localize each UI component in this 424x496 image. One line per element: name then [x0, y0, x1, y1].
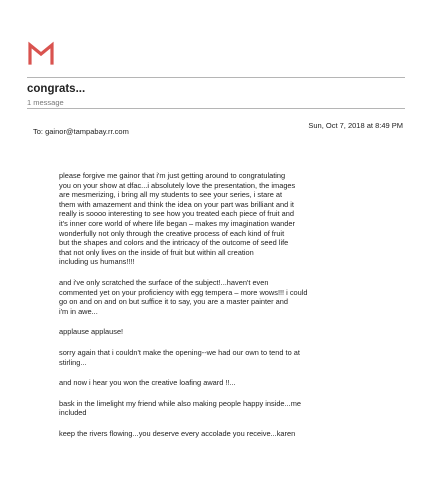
body-paragraph: bask in the limelight my friend while also making people happy inside...me included [59, 398, 301, 418]
header-divider [27, 77, 405, 78]
body-paragraph: sorry again that i couldn't make the opening--we had our own to tend to at stirling... [59, 347, 300, 367]
subject-divider [27, 108, 405, 109]
recipient-line: To: gainor@tampabay.rr.com [33, 127, 129, 136]
body-paragraph: keep the rivers flowing...you deserve every accolade you receive...karen [59, 428, 296, 438]
message-date: Sun, Oct 7, 2018 at 8:49 PM [308, 121, 403, 130]
thread-subject: congrats... [27, 83, 86, 95]
body-paragraph: and i've only scratched the surface of the subject!...haven't even commented yet on your proficiency with egg tempera – more wows!!! i could go on and on and on but suffice it to say, you are a master painter and i'm in awe... [59, 277, 308, 316]
body-paragraph: please forgive me gainor that i'm just getting around to congratulating you on your show at dfac...i absolutely love the presentation, the images are mesmerizing, i bring all my students to see your series, i stare at them with amazement and think the idea on your part was brilliant and it really is soooo interesting to see how you treated each piece of fruit and it's inner core world of where life began – makes my imagination wander wonderfully not only through the creative process of each kind of fruit but the shapes and colors and the intricacy of the outcome of seed life that not only lives on the inside of fruit but within all creation including us humans!!!! [59, 171, 296, 267]
body-paragraph: applause applause! [59, 327, 124, 337]
message-count: 1 message [27, 98, 64, 107]
gmail-m-logo-icon [27, 41, 55, 65]
message-body [59, 171, 415, 449]
body-paragraph: and now i hear you won the creative loafing award !!... [59, 378, 236, 388]
